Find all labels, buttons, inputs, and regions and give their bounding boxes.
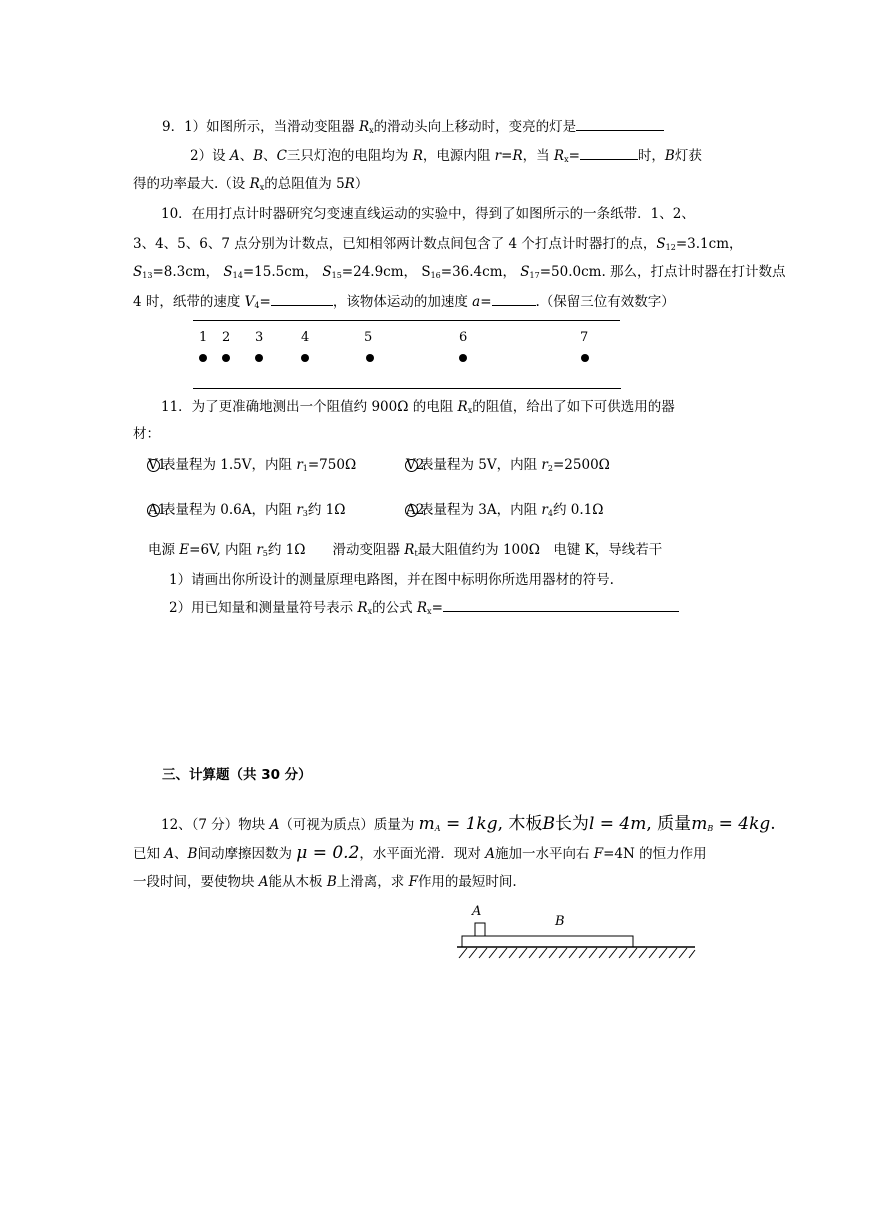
q11-text: 表量程为 0.6A，内阻 — [162, 502, 297, 518]
q11-r: r — [541, 457, 548, 473]
q10-s15: S — [322, 264, 332, 280]
tape-dot-1 — [199, 354, 207, 362]
q9-line2 — [190, 145, 702, 170]
block-a — [475, 923, 485, 936]
q11-v1-item — [148, 455, 356, 479]
q9-answer-blank-2[interactable] — [580, 145, 638, 160]
q11-text: 表量程为 3A，内阻 — [420, 502, 542, 518]
q10-acceleration-blank[interactable] — [492, 291, 536, 306]
q12-A: A — [485, 846, 495, 862]
q10-line3 — [133, 262, 786, 286]
q9-B: B — [253, 148, 264, 164]
q11-r-sub: 5 — [262, 549, 268, 558]
q12-text: 已知 — [133, 846, 165, 862]
q11-a2-item — [406, 500, 603, 524]
q12-text: 上滑离，求 — [336, 874, 409, 890]
q11-text: 约 0.1Ω — [552, 502, 604, 518]
q10-text: ，该物体运动的加速度 — [332, 294, 473, 310]
meter-label: A2 — [406, 502, 425, 518]
q12-B: B — [542, 814, 555, 834]
q10-text: 10．在用打点计时器研究匀变速直线运动的实验中，得到了如图所示的一条纸带．1、2、 — [161, 206, 695, 222]
q11-r-sub: 3 — [302, 509, 308, 518]
tape-dot-4 — [301, 354, 309, 362]
q11-line1 — [161, 397, 675, 421]
q11-text: 约 1Ω 滑动变阻器 — [267, 542, 405, 558]
section-heading: 三、计算题（共 30 分） — [162, 767, 312, 783]
q9-A: A — [229, 148, 240, 164]
tape-dot-2 — [222, 354, 230, 362]
q12-mu: μ = 0.2 — [296, 843, 360, 863]
q11-text: 11．为了更准确地测出一个阻值约 900Ω 的电阻 — [161, 399, 458, 415]
q10-s12-sub: 12 — [665, 243, 676, 252]
q9-text: ，当 — [522, 148, 554, 164]
q9-B: B — [664, 148, 675, 164]
q12-text: =4N 的恒力作用 — [603, 846, 707, 862]
tape-label-5: 5 — [364, 330, 373, 345]
q10-text: 3、4、5、6、7 点分别为计数点，已知相邻两计数点间包含了 4 个打点计时器打的点， — [133, 236, 657, 252]
q12-A: A — [269, 817, 280, 833]
q10-s13-sub: 13 — [142, 271, 153, 280]
q10-s12: S — [656, 236, 666, 252]
q12-F: F — [593, 846, 604, 862]
q11-text: =750Ω — [307, 457, 357, 473]
q9-C: C — [276, 148, 287, 164]
board-b — [462, 936, 633, 947]
q12-line1 — [161, 814, 776, 839]
tape-label-1: 1 — [199, 330, 208, 345]
q10-s15-val: =24.9cm， — [341, 264, 418, 280]
tape-label-4: 4 — [301, 330, 310, 345]
q11-text: 表量程为 1.5V，内阻 — [162, 457, 297, 473]
q10-s14-sub: 14 — [232, 271, 243, 280]
q11-line2 — [133, 424, 160, 444]
q9-rx: R — [249, 176, 260, 192]
q11-text: 约 1Ω — [307, 502, 346, 518]
tape-bottom-edge — [193, 388, 621, 389]
q9-text: 三只灯泡的电阻均为 — [286, 148, 413, 164]
tape-label-6: 6 — [459, 330, 468, 345]
q9-rx-sub: x — [564, 155, 569, 164]
q10-v4-sub: 4 — [254, 301, 260, 310]
q9-R: R — [344, 176, 355, 192]
q12-text: 能从木板 — [268, 874, 327, 890]
q10-s14: S — [223, 264, 233, 280]
q12-text: , 木板 — [497, 814, 543, 834]
q11-text: 材： — [133, 426, 160, 442]
q12-A: A — [164, 846, 175, 862]
q12-text: 12、（7 分）物块 — [161, 817, 270, 833]
q10-v4: V — [244, 294, 255, 310]
q12-sep: 、 — [174, 846, 188, 862]
q9-R: R — [512, 148, 523, 164]
q9-text: ） — [354, 176, 369, 192]
q12-mA-val: = 1kg — [440, 814, 498, 834]
block-board-drawing — [455, 900, 700, 960]
tape-top-edge — [193, 320, 620, 321]
tape-label-3: 3 — [255, 330, 264, 345]
q11-source-line — [148, 540, 662, 564]
q9-text: 的滑动头向上移动时，变亮的灯是 — [373, 119, 577, 135]
q11-r-sub: 2 — [547, 464, 553, 473]
tape-label-2: 2 — [222, 330, 231, 345]
q12-text: 间动摩擦因数为 — [197, 846, 297, 862]
q10-s12-val: =3.1cm， — [675, 236, 743, 252]
q9-sep: 、 — [239, 148, 254, 164]
q12-B: B — [187, 846, 198, 862]
ammeter-a2-symbol — [406, 500, 425, 520]
q10-line4 — [133, 291, 675, 316]
q12-line2 — [133, 843, 707, 864]
q11-Rt-sub: t — [414, 549, 418, 558]
q12-mA: m — [418, 814, 435, 834]
q9-text: = — [568, 148, 580, 164]
q10-text: = — [480, 294, 492, 310]
q12-mB-val: = 4kg — [713, 814, 771, 834]
q10-s16-sub: 16 — [430, 271, 441, 280]
q11-Rt: R — [404, 542, 415, 558]
q12-line3 — [133, 872, 517, 892]
q11-r: r — [296, 502, 303, 518]
q10-s16-val: =36.4cm， — [440, 264, 516, 280]
q12-A: A — [258, 874, 269, 890]
tape-dot-3 — [255, 354, 263, 362]
q12-text: 作用的最短时间. — [417, 874, 517, 890]
q12-text: ，水平面光滑．现对 — [359, 846, 486, 862]
q9-text: 得的功率最大.（设 — [133, 176, 250, 192]
q11-r: r — [541, 502, 548, 518]
q11-rx-sub: x — [367, 607, 373, 616]
q9-answer-blank-1[interactable] — [576, 116, 664, 131]
q9-line3 — [133, 174, 368, 198]
q10-text: = — [259, 294, 271, 310]
ground-hatching — [459, 948, 695, 958]
voltmeter-v2-symbol — [406, 455, 425, 475]
q9-text: 的总阻值为 5 — [264, 176, 345, 192]
q11-r: r — [256, 542, 263, 558]
q12-text: （可视为质点）质量为 — [279, 817, 419, 833]
meter-circle — [405, 459, 418, 472]
q10-line2 — [133, 234, 743, 258]
q11-text: = — [431, 600, 443, 616]
q11-text: 2）用已知量和测量量符号表示 — [169, 600, 358, 616]
meter-circle — [147, 459, 160, 472]
tape-dot-7 — [581, 354, 589, 362]
q10-line1 — [161, 204, 695, 224]
q11-rx: R — [416, 600, 428, 616]
q10-velocity-blank[interactable] — [271, 291, 333, 306]
meter-circle — [147, 504, 160, 517]
q9-text: 2）设 — [190, 148, 230, 164]
q9-text: 9．1）如图所示，当滑动变阻器 — [162, 119, 359, 135]
tape-dot-5 — [366, 354, 374, 362]
figure-label-b: B — [555, 914, 565, 929]
q11-rx: R — [357, 600, 368, 616]
q11-rx: R — [457, 399, 468, 415]
q12-text: 施加一水平向右 — [494, 846, 594, 862]
q12-text: . — [770, 814, 776, 834]
q9-rx: R — [358, 119, 370, 135]
block-board-figure — [455, 900, 700, 960]
q11-formula-blank[interactable] — [443, 597, 679, 612]
q10-s14-val: =15.5cm， — [242, 264, 319, 280]
q12-text: , 质量 — [646, 814, 692, 834]
voltmeter-v1-symbol — [148, 455, 167, 475]
meter-label: A1 — [148, 502, 167, 518]
q11-text: 1）请画出你所设计的测量原理电路图，并在图中标明你所选用器材的符号. — [169, 572, 614, 588]
meter-circle — [405, 504, 418, 517]
q11-v2-item — [406, 455, 610, 479]
q10-s17: S — [520, 264, 530, 280]
q12-F: F — [408, 874, 418, 890]
q11-rx-sub: x — [467, 406, 473, 415]
q12-mA-sub: A — [434, 824, 441, 833]
q11-text: =6V, 内阻 — [189, 542, 257, 558]
q11-r-sub: 4 — [547, 509, 553, 518]
q9-rx-sub: x — [369, 126, 374, 135]
q12-mB: m — [691, 814, 708, 834]
q12-B: B — [326, 874, 337, 890]
q10-s13: S — [133, 264, 143, 280]
q11-text: 最大阻值约为 100Ω 电键 K，导线若干 — [417, 542, 663, 558]
q9-rx: R — [553, 148, 565, 164]
q12-text: 一段时间，要使物块 — [133, 874, 259, 890]
q9-rx-sub: x — [259, 183, 265, 192]
q11-part2 — [169, 597, 679, 622]
meter-label: V2 — [406, 457, 425, 473]
q11-text: 的公式 — [372, 600, 417, 616]
q10-s17-sub: 17 — [529, 271, 540, 280]
q11-a1-item — [148, 500, 345, 524]
q11-E: E — [179, 542, 190, 558]
q11-r: r — [296, 457, 303, 473]
q11-text: =2500Ω — [552, 457, 610, 473]
q11-r-sub: 1 — [302, 464, 308, 473]
q10-s13-val: =8.3cm， — [152, 264, 220, 280]
q11-text: 电源 — [148, 542, 180, 558]
q10-s17-val: =50.0cm. 那么，打点计时器在打计数点 — [539, 264, 786, 280]
q9-r: r — [494, 148, 502, 164]
q11-rx-sub: x — [427, 607, 432, 616]
q9-eq: = — [501, 148, 513, 164]
q9-line1 — [162, 116, 664, 141]
figure-label-a: A — [472, 904, 482, 919]
ammeter-a1-symbol — [148, 500, 167, 520]
q9-R: R — [412, 148, 423, 164]
meter-label: V1 — [148, 457, 167, 473]
tape-dot-6 — [459, 354, 467, 362]
q12-text: 长为 — [554, 814, 589, 834]
q10-text: 4 时，纸带的速度 — [133, 294, 245, 310]
q9-text: 时， — [637, 148, 665, 164]
q10-s16: S — [421, 264, 431, 280]
q9-text: ，电源内阻 — [422, 148, 495, 164]
q9-text: 灯获 — [674, 148, 702, 164]
q9-sep: 、 — [263, 148, 277, 164]
q12-mB-sub: B — [707, 824, 714, 833]
q11-part1 — [169, 570, 614, 590]
q11-text: 表量程为 5V，内阻 — [420, 457, 542, 473]
q10-a: a — [472, 294, 481, 310]
q12-l: l = 4m — [588, 814, 647, 834]
tape-label-7: 7 — [580, 330, 589, 345]
q10-text: .（保留三位有效数字） — [535, 294, 675, 310]
q11-text: 的阻值，给出了如下可供选用的器 — [472, 399, 675, 415]
q10-s15-sub: 15 — [331, 271, 342, 280]
